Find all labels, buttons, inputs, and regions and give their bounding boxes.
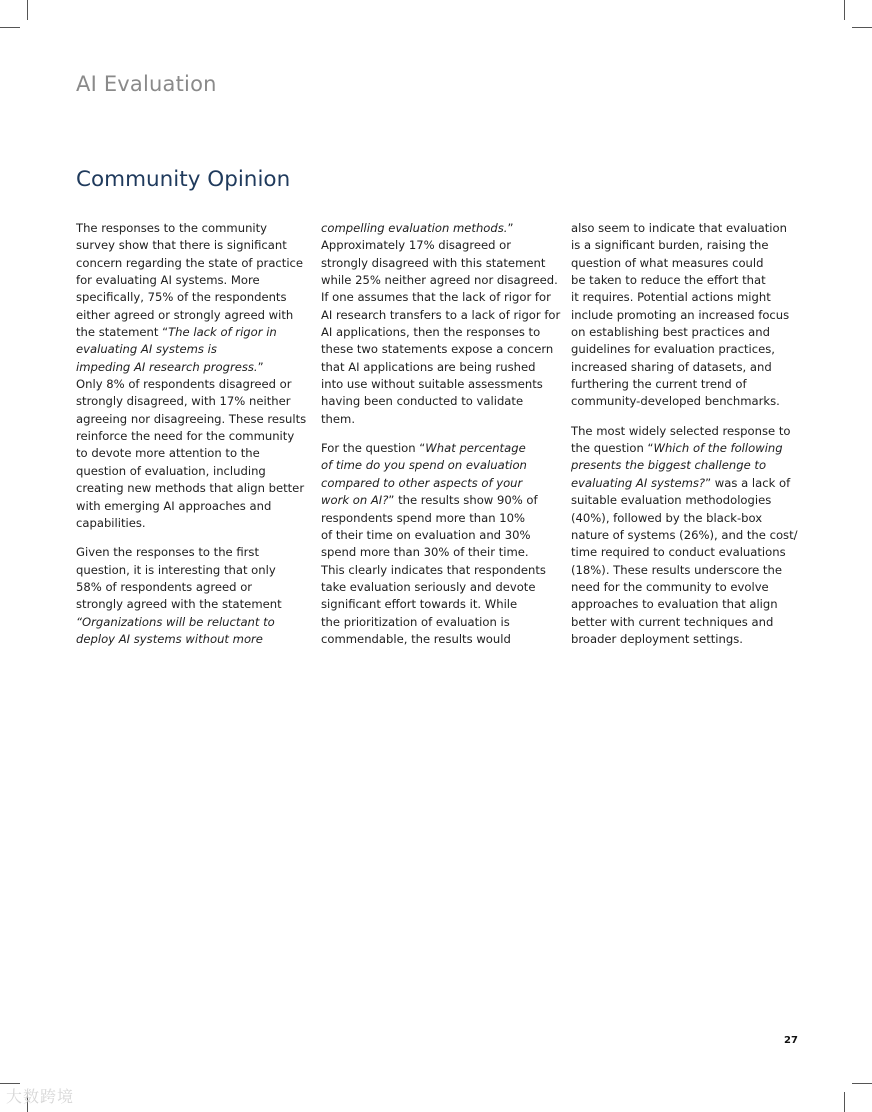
text-line: broader deployment settings. xyxy=(571,631,743,646)
text-column-1 xyxy=(76,220,306,660)
crop-mark-top-right-vertical xyxy=(844,0,845,20)
text-line: is a significant burden, raising the xyxy=(571,238,769,253)
paragraph xyxy=(76,544,306,648)
watermark: 大数跨境 xyxy=(6,1087,75,1106)
crop-mark-top-left-vertical xyxy=(27,0,28,20)
text-line: The responses to the community xyxy=(76,221,268,235)
text-line: significant effort towards it. While xyxy=(321,597,518,612)
text-line: spend more than 30% of their time. xyxy=(321,545,529,560)
crop-mark-top-left-horizontal xyxy=(0,27,20,28)
text-line: concern regarding the state of practice xyxy=(76,255,304,270)
text-line: “Organizations will be reluctant to xyxy=(76,614,275,629)
text-line: respondents spend more than 10% xyxy=(321,510,526,525)
text-line: If one assumes that the lack of rigor for xyxy=(321,290,551,305)
text-line: with emerging AI approaches and xyxy=(76,498,272,513)
text-line: creating new methods that align better xyxy=(76,481,305,496)
paragraph xyxy=(571,220,801,411)
text-line: Approximately 17% disagreed or xyxy=(321,238,512,253)
page-heading: Community Opinion xyxy=(76,167,291,192)
text-line: be taken to reduce the effort that xyxy=(571,273,766,288)
text-line: of their time on evaluation and 30% xyxy=(321,527,531,542)
crop-mark-bottom-right-horizontal xyxy=(852,1083,872,1084)
text-line: nature of systems (26%), and the cost/ xyxy=(571,527,798,542)
text-line: compared to other aspects of your xyxy=(321,475,523,490)
text-line: increased sharing of datasets, and xyxy=(571,359,772,374)
text-line: these two statements expose a concern xyxy=(321,342,554,357)
text-line: having been conducted to validate xyxy=(321,394,524,409)
text-line: (40%), followed by the black-box xyxy=(571,510,763,525)
paragraph xyxy=(321,220,561,428)
text-line: capabilities. xyxy=(76,515,146,530)
text-line: (18%). These results underscore the xyxy=(571,562,782,577)
text-line: Only 8% of respondents disagreed or xyxy=(76,377,292,392)
text-line: approaches to evaluation that align xyxy=(571,597,778,612)
text-line: deploy AI systems without more xyxy=(76,631,263,646)
text-line: 58% of respondents agreed or xyxy=(76,579,253,594)
text-line: the question “Which of the following xyxy=(571,441,783,456)
text-line: evaluating AI systems is xyxy=(76,342,217,357)
text-line: it requires. Potential actions might xyxy=(571,290,771,305)
text-line: AI research transfers to a lack of rigor for xyxy=(321,307,561,322)
paragraph xyxy=(321,440,557,648)
text-line: Given the responses to the first xyxy=(76,545,260,560)
text-line: community-developed benchmarks. xyxy=(571,394,780,409)
text-line: furthering the current trend of xyxy=(571,377,747,392)
paragraph xyxy=(76,220,306,532)
text-line: question, it is interesting that only xyxy=(76,562,276,577)
text-line: impeding AI research progress.” xyxy=(76,359,264,374)
text-line: This clearly indicates that respondents xyxy=(321,562,546,577)
text-line: for evaluating AI systems. More xyxy=(76,273,260,288)
text-column-3 xyxy=(571,220,801,660)
paragraph xyxy=(571,423,801,648)
text-line: work on AI?” the results show 90% of xyxy=(321,493,538,508)
text-line: the statement “The lack of rigor in xyxy=(76,325,277,340)
text-line: strongly disagreed with this statement xyxy=(321,255,546,270)
text-line: time required to conduct evaluations xyxy=(571,545,786,560)
page-number: 27 xyxy=(784,1035,798,1046)
text-line: question of evaluation, including xyxy=(76,463,266,478)
text-line: include promoting an increased focus xyxy=(571,307,790,322)
text-line: to devote more attention to the xyxy=(76,446,260,461)
crop-mark-bottom-right-vertical xyxy=(844,1092,845,1112)
text-line: presents the biggest challenge to xyxy=(571,458,767,473)
text-line: question of what measures could xyxy=(571,255,764,270)
text-line: commendable, the results would xyxy=(321,631,511,646)
text-line: into use without suitable assessments xyxy=(321,377,543,392)
text-line: that AI applications are being rushed xyxy=(321,359,536,374)
text-line: on establishing best practices and xyxy=(571,325,770,340)
text-line: guidelines for evaluation practices, xyxy=(571,342,775,357)
text-line: either agreed or strongly agreed with xyxy=(76,307,294,322)
text-line: AI applications, then the responses to xyxy=(321,325,541,340)
text-line: The most widely selected response to xyxy=(571,423,791,438)
text-column-2 xyxy=(321,220,561,660)
text-line: better with current techniques and xyxy=(571,614,774,629)
text-line: of time do you spend on evaluation xyxy=(321,458,527,473)
text-line: For the question “What percentage xyxy=(321,441,526,456)
text-line: evaluating AI systems?” was a lack of xyxy=(571,475,791,490)
text-line: compelling evaluation methods.” xyxy=(321,221,514,235)
text-line: agreeing nor disagreeing. These results xyxy=(76,411,307,426)
section-title: AI Evaluation xyxy=(76,72,217,96)
text-line: also seem to indicate that evaluation xyxy=(571,221,787,235)
text-line: strongly agreed with the statement xyxy=(76,597,282,612)
text-line: suitable evaluation methodologies xyxy=(571,493,772,508)
text-line: while 25% neither agreed nor disagreed. xyxy=(321,273,558,288)
text-line: need for the community to evolve xyxy=(571,579,769,594)
text-line: survey show that there is significant xyxy=(76,238,287,253)
crop-mark-top-right-horizontal xyxy=(852,27,872,28)
text-line: strongly disagreed, with 17% neither xyxy=(76,394,291,409)
text-line: reinforce the need for the community xyxy=(76,429,295,444)
text-line: the prioritization of evaluation is xyxy=(321,614,510,629)
text-line: take evaluation seriously and devote xyxy=(321,579,536,594)
text-line: specifically, 75% of the respondents xyxy=(76,290,287,305)
text-line: them. xyxy=(321,411,356,426)
